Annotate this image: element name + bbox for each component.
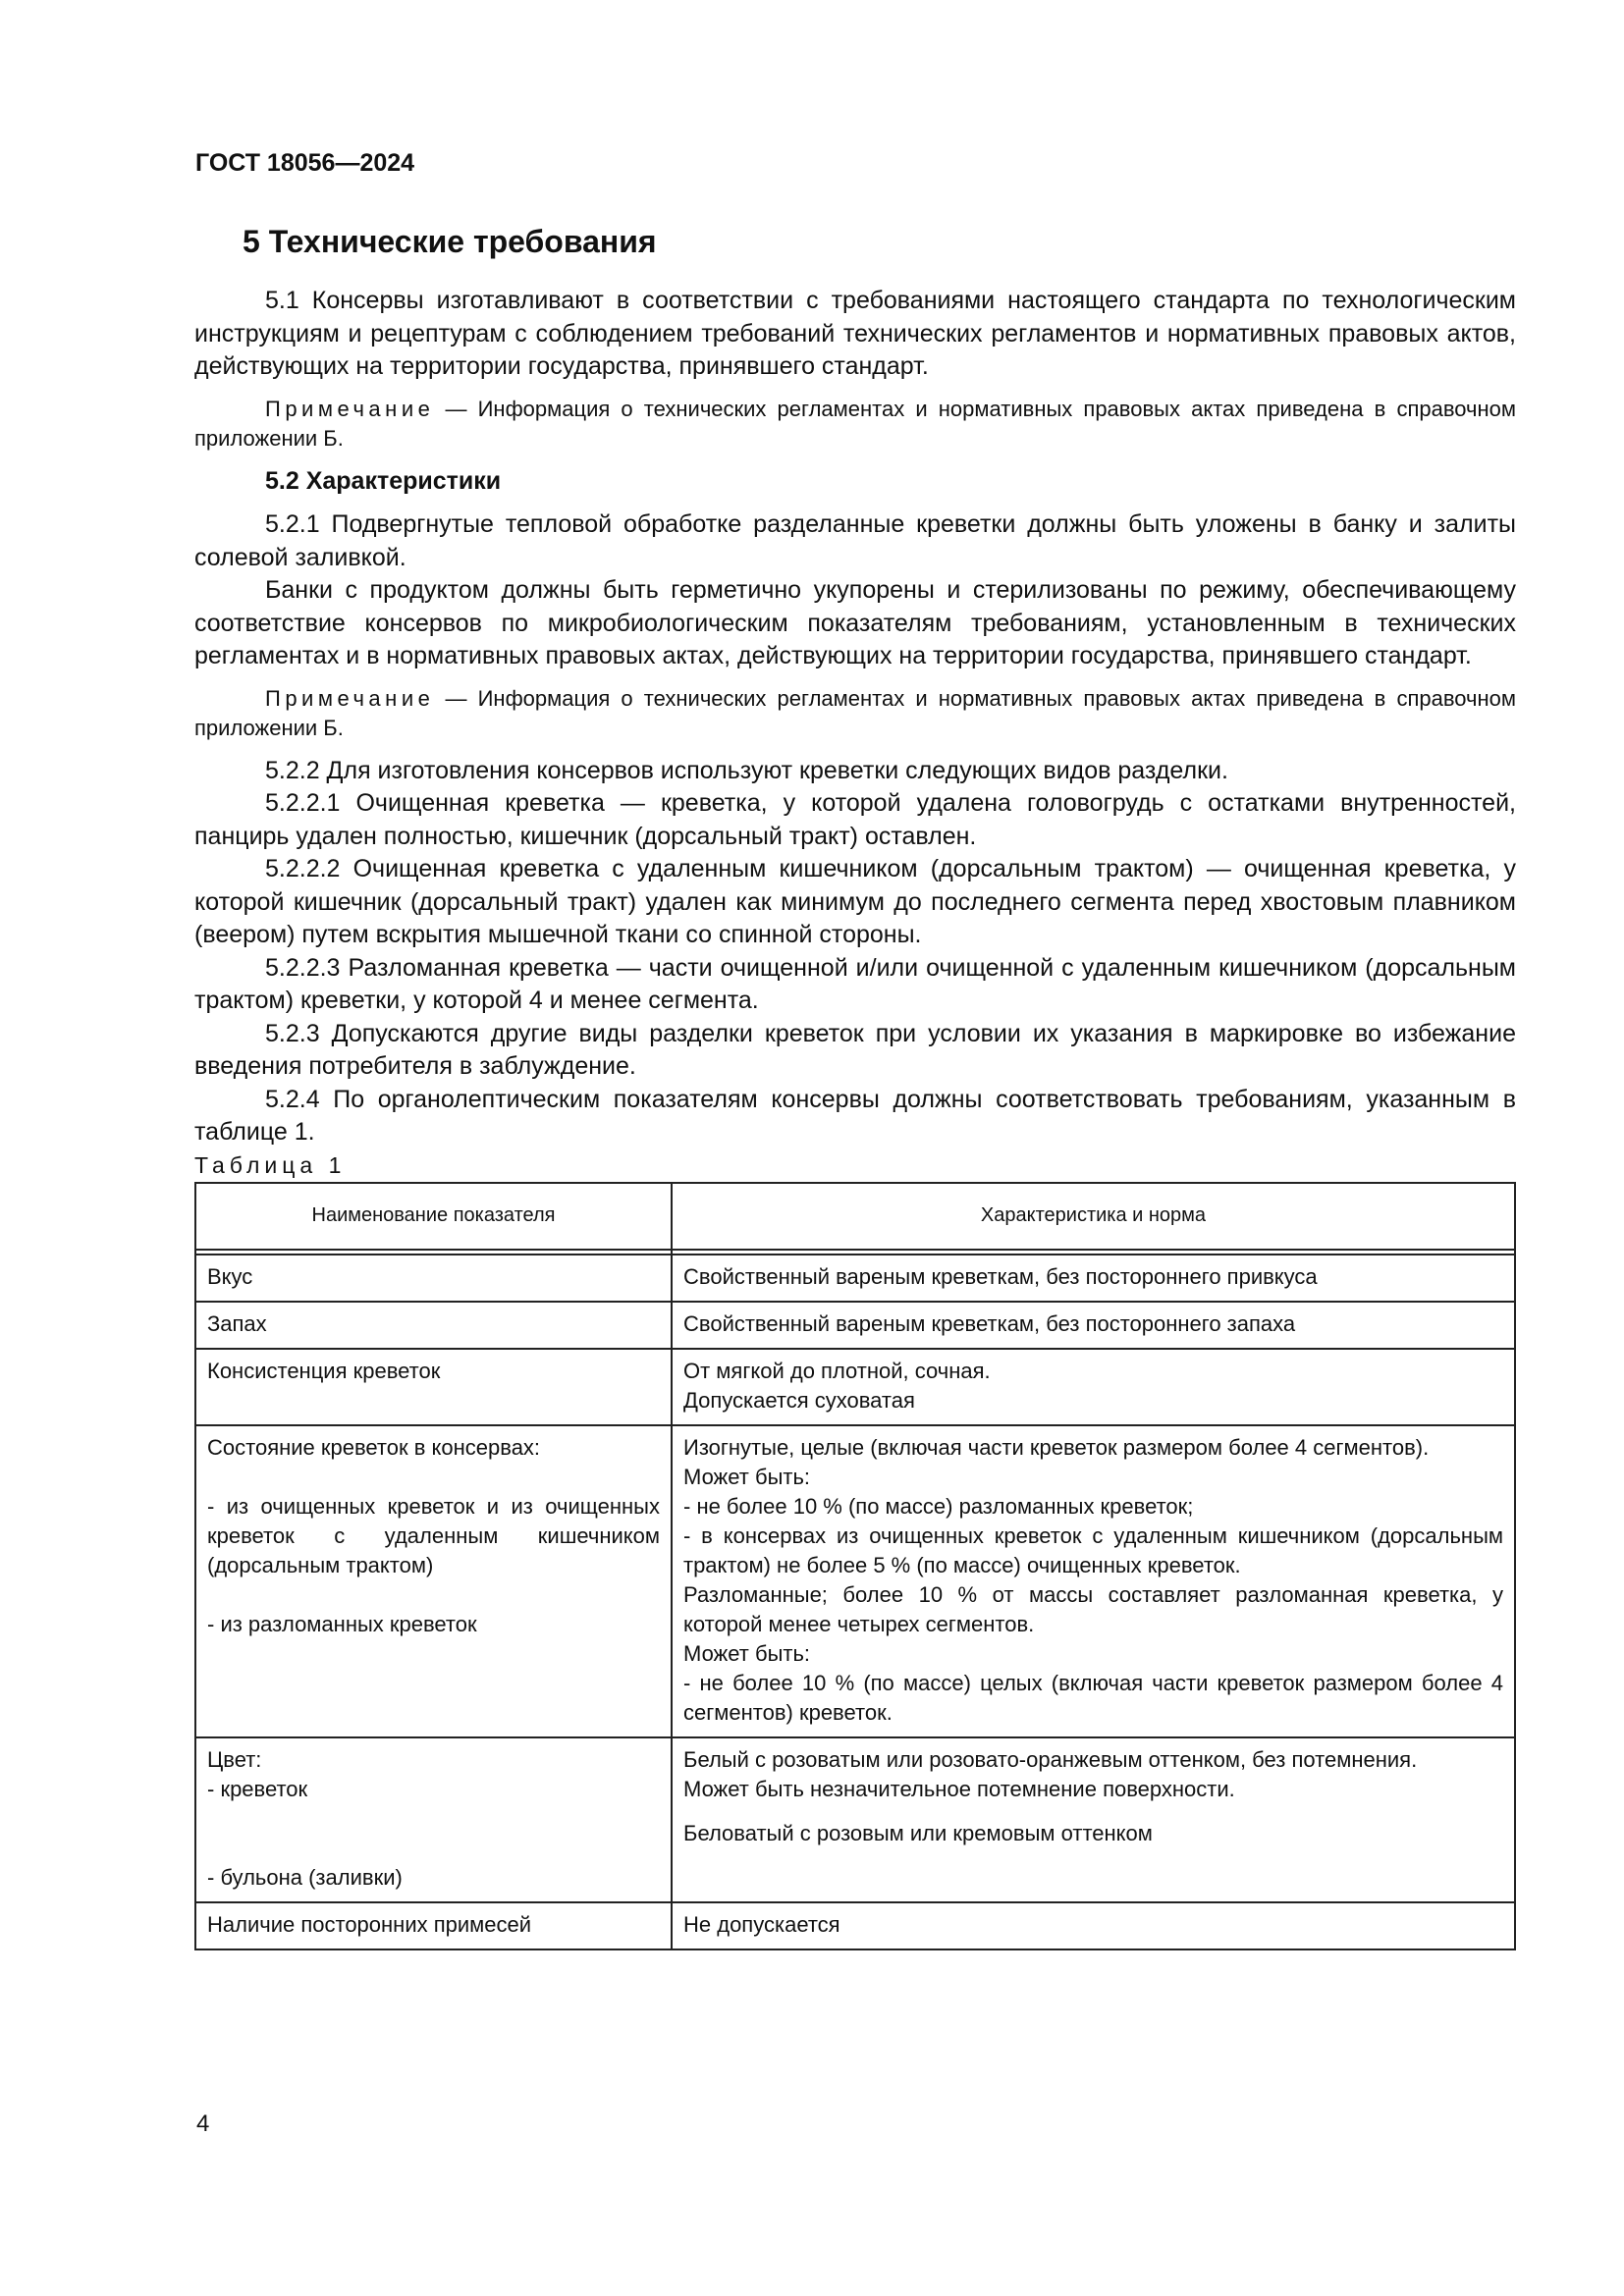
- paragraph-5-2-2-2: 5.2.2.2 Очищенная креветка с удаленным кишечником (дорсальным трактом) — очищенная креветка, у которой кишечник (дорсальный тракт) удален как минимум до последнего сегмента перед хвостовым плавником (веером) путем вскрытия мышечной ткани со спинной стороны.: [194, 855, 1516, 948]
- note-label: Примечание: [265, 685, 435, 711]
- table-row: [195, 1902, 1515, 1949]
- page-number: 4: [196, 2110, 210, 2137]
- state-value-5: Разломанные; более 10 % от массы составляет разломанная креветка, у которой менее четырех сегментов.: [683, 1582, 1503, 1636]
- row-smell-value: Свойственный вареным креветкам, без постороннего запаха: [672, 1302, 1515, 1349]
- paragraph-5-2-1a: 5.2.1 Подвергнутые тепловой обработке разделанные креветки должны быть уложены в банку и залиты солевой заливкой.: [194, 510, 1516, 571]
- state-value-4: - в консервах из очищенных креветок с удаленным кишечником (дорсальным трактом) не более 5 % (по массе) очищенных креветок.: [683, 1523, 1503, 1577]
- note-2: [194, 684, 1516, 743]
- row-consistency-name: Консистенция креветок: [195, 1349, 672, 1425]
- note-text: — Информация о технических регламентах и нормативных правовых актах приведена в справочном приложении Б.: [194, 685, 1516, 740]
- state-title: Состояние креветок в консервах:: [207, 1435, 541, 1460]
- note-label: Примечание: [265, 396, 435, 421]
- paragraph-5-2-3: 5.2.3 Допускаются другие виды разделки креветок при условии их указания в маркировке во избежание введения потребителя в заблуждение.: [194, 1019, 1516, 1080]
- standard-code: ГОСТ 18056—2024: [195, 149, 415, 177]
- table-header-indicator: Наименование показателя: [195, 1183, 672, 1250]
- row-taste-name: Вкус: [195, 1255, 672, 1302]
- subsection-title: 5.2 Характеристики: [265, 466, 502, 495]
- table-row: [195, 1255, 1515, 1302]
- row-consistency-value: [672, 1349, 1515, 1425]
- paragraph-5-2-1b: Банки с продуктом должны быть герметично укупорены и стерилизованы по режиму, обеспечивающему соответствие консервов по микробиологическим показателям требованиям, установленным в технических регламентах и в нормативных правовых актах, действующих на территории государства, принявшего стандарт.: [194, 576, 1516, 669]
- document-body: [194, 285, 1516, 1950]
- row-color-value: [672, 1737, 1515, 1902]
- row-color-name: [195, 1737, 672, 1902]
- paragraph-5-2-2-1: 5.2.2.1 Очищенная креветка — креветка, у которой удалена головогрудь с остатками внутренностей, панцирь удален полностью, кишечник (дорсальный тракт) оставлен.: [194, 789, 1516, 850]
- row-taste-value: Свойственный вареным креветкам, без постороннего привкуса: [672, 1255, 1515, 1302]
- state-sub-peeled: - из очищенных креветок и из очищенных креветок с удаленным кишечником (дорсальным трактом): [207, 1494, 660, 1577]
- state-value-2: Может быть:: [683, 1465, 811, 1489]
- color-sub-shrimp: - креветок: [207, 1777, 308, 1801]
- row-state-value: [672, 1425, 1515, 1737]
- paragraph-5-2-2-3: 5.2.2.3 Разломанная креветка — части очищенной и/или очищенной с удаленным кишечником (дорсальным трактом) креветки, у которой 4 и менее сегмента.: [194, 953, 1516, 1014]
- state-value-7: - не более 10 % (по массе) целых (включая части креветок размером более 4 сегментов) креветок.: [683, 1671, 1503, 1725]
- note-1: [194, 395, 1516, 454]
- table-row: [195, 1302, 1515, 1349]
- state-value-3: - не более 10 % (по массе) разломанных креветок;: [683, 1494, 1194, 1519]
- state-value-6: Может быть:: [683, 1641, 811, 1666]
- table-header-row: [195, 1183, 1515, 1250]
- note-text: — Информация о технических регламентах и нормативных правовых актах приведена в справочном приложении Б.: [194, 396, 1516, 451]
- table-row: [195, 1425, 1515, 1737]
- consistency-value-1: От мягкой до плотной, сочная.: [683, 1359, 991, 1383]
- state-value-1: Изогнутые, целые (включая части креветок размером более 4 сегментов).: [683, 1435, 1430, 1460]
- organoleptic-table: [194, 1182, 1516, 1950]
- section-title: 5 Технические требования: [243, 224, 657, 259]
- color-sub-broth: - бульона (заливки): [207, 1865, 403, 1890]
- color-value-1: Белый с розоватым или розовато-оранжевым оттенком, без потемнения.: [683, 1747, 1418, 1772]
- paragraph-5-2-2: 5.2.2 Для изготовления консервов используют креветки следующих видов разделки.: [265, 756, 1228, 784]
- color-value-3: Беловатый с розовым или кремовым оттенком: [683, 1821, 1153, 1845]
- consistency-value-2: Допускается суховатая: [683, 1388, 915, 1413]
- table-header-norm: Характеристика и норма: [672, 1183, 1515, 1250]
- state-sub-broken: - из разломанных креветок: [207, 1612, 477, 1636]
- table-row: [195, 1737, 1515, 1902]
- row-impurities-name: Наличие посторонних примесей: [195, 1902, 672, 1949]
- table-row: [195, 1349, 1515, 1425]
- row-state-name: [195, 1425, 672, 1737]
- row-smell-name: Запах: [195, 1302, 672, 1349]
- paragraph-5-2-4: 5.2.4 По органолептическим показателям консервы должны соответствовать требованиям, указанным в таблице 1.: [194, 1085, 1516, 1146]
- paragraph-5-1: 5.1 Консервы изготавливают в соответствии с требованиями настоящего стандарта по технологическим инструкциям и рецептурам с соблюдением требований технических регламентов и нормативных правовых актов, действующих на территории государства, принявшего стандарт.: [194, 287, 1516, 380]
- table-caption: Таблица 1: [194, 1151, 347, 1178]
- color-title: Цвет:: [207, 1747, 262, 1772]
- row-impurities-value: Не допускается: [672, 1902, 1515, 1949]
- color-value-2: Может быть незначительное потемнение поверхности.: [683, 1777, 1235, 1801]
